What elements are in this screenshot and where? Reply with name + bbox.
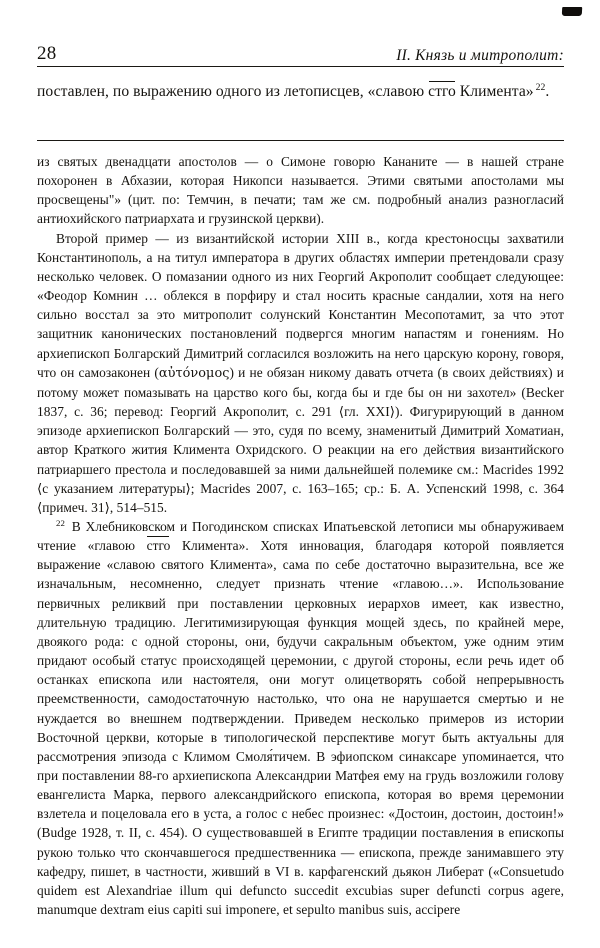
footnote-paragraph-byzantine [37,229,564,517]
body-text-part-1: поставлен, по выражению одного из летописцев, «славою [37,83,429,100]
footnote-text-run: В Хлебниковском и Погодинском списках Ипатьевской летописи мы обнаруживаем чтение «главою [37,518,564,554]
footnote-separator-rule [37,140,564,141]
footnote-text-run: XXI⟩). Фигурирующий в данном эпизоде архиепископ Болгарский — это, судя по всему, знаменитый Димитрий Хоматиан, автор Краткого жития Климента Охридского. О реакции на его действия византийского патриаршего престола и последовавшей за ними дальнейшей полемике см.: Macrides 1992 ⟨ [37,404,564,496]
footnote-continuation: из святых двенадцати апостолов — о Симоне говорю Кананите — в нашей стране похоронен в Абхазии, которая Никопси называется. Этими святыми апостолами мы просвещены"» (цит. по: Темчин, в печати; там же см. подробный анализ разногласий антиохийского патриархата и грузинской церкви). [37,154,564,227]
running-head-title [396,48,564,64]
body-text-period: . [545,83,550,100]
body-text-part-2: Климента» [455,83,534,100]
titlo-abbreviation-stgo: стго [428,83,456,100]
running-head [37,44,564,67]
footnote-text-run: ⟩; Macrides 2007, с. 163–165; ср.: Б. А. Успенский 1998, с. 364 ⟨примеч. 31⟩, 514–515. [37,480,564,515]
scan-artifact-mark [562,7,582,16]
italic-phrase: гл. [344,404,360,420]
body-paragraph [37,79,564,105]
main-text-block [37,79,564,105]
footnote-22 [37,517,564,919]
page-number: 28 [37,43,57,64]
chapter-numeral: II. [396,46,412,64]
footnote-number[interactable]: 22 [56,517,65,528]
chapter-title: Князь и митрополит: [415,46,564,64]
italic-phrase: с указанием литературы [42,480,186,496]
greek-term: αὐτόνομος [158,365,230,381]
footnote-text-run: Климента». Хотя инновация, благодаря которой появляется выражение «славою святого Климента», сама по себе достаточно выразительна, все же изначальным, несомненно, следует признать чтение «главою…». Использование первичных реликвий при поставлении церковных иерархов имеет, как известно, длительную традицию. Легитимизирующая функция мощей здесь, по крайней мере, двоякого рода: с одной стороны, они, будучи сакральным объектом, уже одним этим придают особый статус происходящей церемонии, с другой стороны, если речь идет об останках епископа или настоятеля, они могут олицетворять собой непрерывность преемственности, самодостаточную настолько, что она не нарушается смертью и не нуждается во внешнем подтверждении. Приведем несколько примеров из истории Восточной церкви, которые в типологической перспективе могут быть актуальны для рассмотрения эпизода с Климом Смоля́тичем. В эфиопском синаксаре упоминается, что при поставлении 88-го архиепископа Александрии Матфея ему на грудь возложили голову евангелиста Марка, первого александрийского епископа, которая во время церемонии взлетела и поцеловала его в уста, а голос с небес произнес: «Достоин, достоин, достоин!» (Budge 1928, т. II, с. 454). О существовавшей в Египте традиции поставления в епископы рукою только что скончавшегося предшественника — епископа, прежде занимавшего эту кафедру, пишет, в частности, живший в VI в. карфагенский дьякон Либерат («Consuetudo quidem est Alexandriae illum qui defuncto succedit excubias super defuncti corpus agere, manumque dextram eius capiti sui imponere, et sepulto manibus suis, accipere [37,538,564,918]
footnote-text-run: Второй пример — из византийской истории XIII в., когда крестоносцы захватили Константинополь, а на титул императора в других областях империи претендовали сразу несколько человек. О помазании одного из них Георгий Акрополит сообщает следующее: «Феодор Комнин … облекся в порфиру и стал носить красные сандалии, хотя на него сильно восстал за это митрополит солунский Константин Месопотамит, за что этот защитник канонических постановлений подвергся многим напастям и гонениям. Но архиепископ Болгарский Димитрий согласился возложить на него царскую корону, говоря, что он самозаконен ( [37,230,564,380]
footnote-block [37,152,564,919]
titlo-abbreviation-stgo: стго [146,538,171,554]
footnote-text-run: ) и не обязан никому давать отчета (в своих действиях) и потому может помазывать на царство кого бы, когда бы и где бы он ни захотел» (Becker 1837, с. 36; перевод: Георгий Акрополит, с. 291 ⟨ [37,364,564,420]
footnote-reference-22[interactable]: 22 [535,81,546,93]
